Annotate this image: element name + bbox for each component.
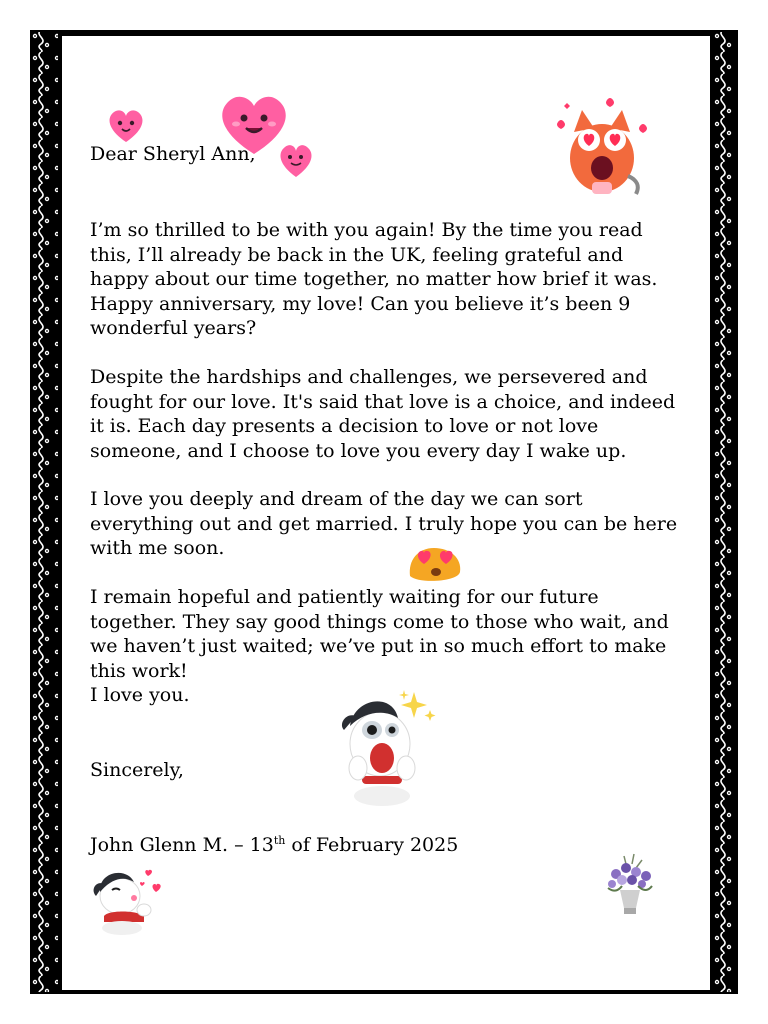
paragraph-1: I’m so thrilled to be with you again! By the time you read this, I’ll already be back in the UK, feeling grateful and happy about our time together, no matter how brief it was. Happy anniversary, my love! Can you believe it’s been 9 wonderful years? [90,219,658,340]
paragraph-3: I love you deeply and dream of the day we can sort everything out and get married. I truly hope you can be here with me soon. [90,488,678,560]
sign-off: Sincerely, [90,759,184,781]
cat-heart-eyes-icon [552,96,652,196]
signature [90,833,458,858]
flower-bouquet-icon [602,850,658,916]
puppy-kiss-icon [90,862,166,936]
date-suffix: th [273,834,286,847]
small-heart-face-icon [106,108,146,144]
closing-line: I love you. [90,684,190,706]
signature-date: of February 2025 [285,834,459,856]
puppy-sparkle-icon [336,688,440,806]
paragraph-2: Despite the hardships and challenges, we persevered and fought for our love. It's said that love is a choice, and indeed it is. Each day presents a decision to love or not love someone, and I choose to love you every day I wake up. [90,366,676,462]
signature-name: John Glenn M. – 13 [90,834,274,856]
paragraph-4: I remain hopeful and patiently waiting for our future together. They say good things come to those who wait, and we haven’t just waited; we’ve put in so much effort to make this work! [90,586,669,682]
greeting: Dear Sheryl Ann, [90,143,256,165]
tiny-heart-face-icon [277,143,315,179]
